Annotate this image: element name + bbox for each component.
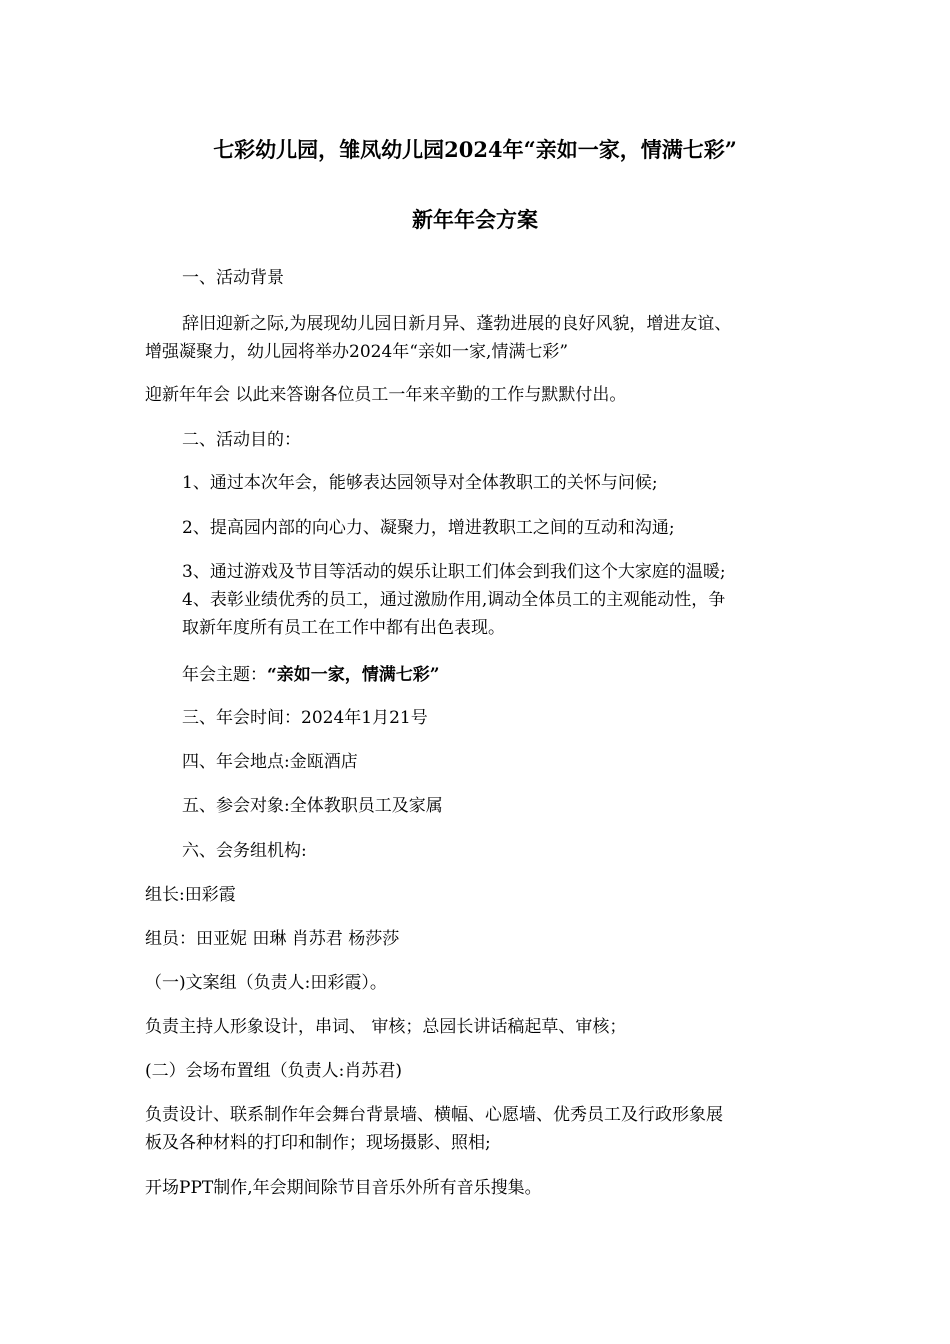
- annual-theme: [182, 662, 440, 688]
- section-heading-purpose: 二、活动目的：: [182, 430, 301, 450]
- purpose-item-4-line-1: 4、表彰业绩优秀的员工，通过激励作用,调动全体员工的主观能动性，争: [182, 590, 726, 610]
- copywriting-group-duty: 负责主持人形象设计，串词、 审核；总园长讲话稿起草、审核；: [145, 1017, 627, 1037]
- venue-group-heading: (二）会场布置组（负责人:肖苏君): [145, 1061, 402, 1081]
- group-leader: 组长:田彩霞: [145, 885, 236, 905]
- background-paragraph-line-2: 增强凝聚力，幼儿园将举办2024年“亲如一家,情满七彩”: [145, 342, 569, 362]
- background-paragraph-line-3: 迎新年年会 以此来答谢各位员工一年来辛勤的工作与默默付出。: [145, 385, 627, 405]
- document-title-line-2: 新年年会方案: [412, 207, 538, 232]
- meeting-time: 三、年会时间：2024年1月21号: [182, 708, 428, 728]
- purpose-item-4-line-2: 取新年度所有员工在工作中都有出色表现。: [182, 618, 505, 638]
- annual-theme-label: 年会主题：: [182, 665, 267, 685]
- purpose-item-3: 3、通过游戏及节目等活动的娱乐让职工们体会到我们这个大家庭的温暖;: [182, 562, 726, 582]
- section-heading-background: 一、活动背景: [182, 268, 284, 288]
- annual-theme-value: “亲如一家，情满七彩”: [267, 665, 440, 685]
- background-paragraph-line-1: 辞旧迎新之际,为展现幼儿园日新月异、蓬勃进展的良好风貌，增进友谊、: [182, 314, 732, 334]
- venue-group-duty-line-2: 板及各种材料的打印和制作；现场摄影、照相;: [145, 1133, 491, 1153]
- section-heading-organization: 六、会务组机构:: [182, 841, 307, 861]
- group-members: 组员：田亚妮 田琳 肖苏君 杨莎莎: [145, 929, 400, 949]
- venue-group-duty-line-3: 开场PPT制作,年会期间除节目音乐外所有音乐搜集。: [145, 1178, 542, 1198]
- document-title-line-1: 七彩幼儿园，雏凤幼儿园2024年“亲如一家，情满七彩”: [213, 137, 737, 162]
- purpose-item-2: 2、提高园内部的向心力、凝聚力，增进教职工之间的互动和沟通;: [182, 518, 675, 538]
- copywriting-group-heading: （一)文案组（负责人:田彩霞）。: [145, 973, 387, 993]
- meeting-attendees: 五、参会对象:全体教职员工及家属: [182, 796, 443, 816]
- purpose-item-1: 1、通过本次年会，能够表达园领导对全体教职工的关怀与问候;: [182, 473, 658, 493]
- meeting-place: 四、年会地点:金瓯酒店: [182, 752, 358, 772]
- venue-group-duty-line-1: 负责设计、联系制作年会舞台背景墙、横幅、心愿墙、优秀员工及行政形象展: [145, 1105, 723, 1125]
